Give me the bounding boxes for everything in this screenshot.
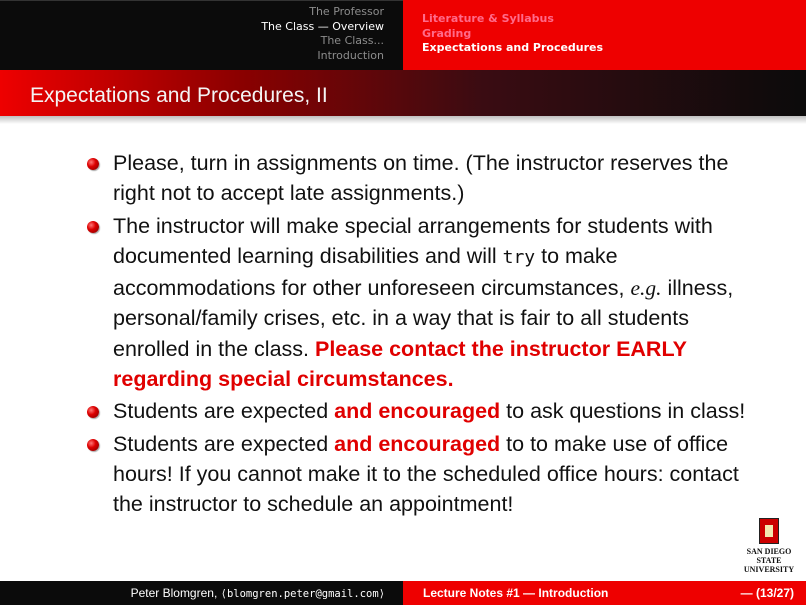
nav-section-introduction[interactable]: Introduction: [317, 48, 384, 62]
nav-subsection-grading[interactable]: Grading: [422, 26, 472, 40]
alert-text: and encouraged: [334, 399, 501, 424]
alert-text: and encouraged: [334, 431, 501, 456]
list-item: [85, 429, 765, 520]
emphasis-text: e.g.: [630, 276, 662, 301]
code-text: try: [502, 246, 536, 268]
item-text: Please, turn in assignments on time. (The instructor reserves the right not to accept late assignments.): [113, 151, 729, 206]
frame-title: Expectations and Procedures, II: [30, 84, 328, 107]
alert-text: Please contact the instructor EARLY regarding special circumstances.: [113, 336, 687, 392]
logo-line-1: SAN DIEGO STATE: [746, 547, 792, 565]
footer-info: [403, 581, 806, 605]
shield-icon: [759, 518, 779, 544]
bullet-ball-icon: [87, 158, 99, 170]
item-text: to to make use of office hours! If you cannot make it to the scheduled office hours: contact the instructor to schedule an appointment!: [113, 431, 739, 517]
item-text: Students are expected: [113, 431, 335, 456]
footer-author: [0, 581, 403, 605]
university-logo: [736, 518, 802, 574]
author-email[interactable]: ⟨blomgren.peter@gmail.com⟩: [220, 588, 385, 600]
nav-section-class[interactable]: The Class...: [320, 34, 384, 47]
bullet-list: [85, 148, 765, 522]
item-text: illness, personal/family crises, etc. in a way that is fair to all students enrolled in the class.: [113, 276, 734, 361]
list-item: [85, 396, 765, 426]
title-shadow: [0, 116, 806, 124]
item-text: Students are expected: [113, 399, 335, 424]
bullet-ball-icon: [87, 406, 99, 418]
author-name: Peter Blomgren,: [130, 586, 221, 600]
footer: [0, 581, 806, 605]
list-item: [85, 148, 765, 209]
nav-section-class-overview[interactable]: The Class — Overview: [261, 19, 384, 33]
page-number: — (13/27): [740, 586, 794, 600]
list-item: [85, 211, 765, 395]
subsection-navigation: [403, 0, 806, 70]
frame-title-bar: [0, 70, 806, 116]
section-navigation: [0, 0, 403, 70]
item-text: to ask questions in class!: [500, 399, 746, 424]
item-text: The instructor will make special arrangements for students with documented learning disabilities and will: [113, 213, 713, 268]
bullet-ball-icon: [87, 439, 99, 451]
logo-line-2: UNIVERSITY: [743, 565, 795, 574]
nav-subsection-literature[interactable]: Literature & Syllabus: [422, 12, 554, 25]
navigation-header: [0, 0, 806, 70]
bullet-ball-icon: [87, 221, 99, 233]
nav-section-professor[interactable]: The Professor: [309, 5, 384, 18]
lecture-title: Lecture Notes #1 — Introduction: [423, 586, 609, 600]
nav-subsection-expectations[interactable]: Expectations and Procedures: [422, 41, 604, 54]
item-text: to make accommodations for other unforeseen circumstances,: [113, 243, 631, 301]
